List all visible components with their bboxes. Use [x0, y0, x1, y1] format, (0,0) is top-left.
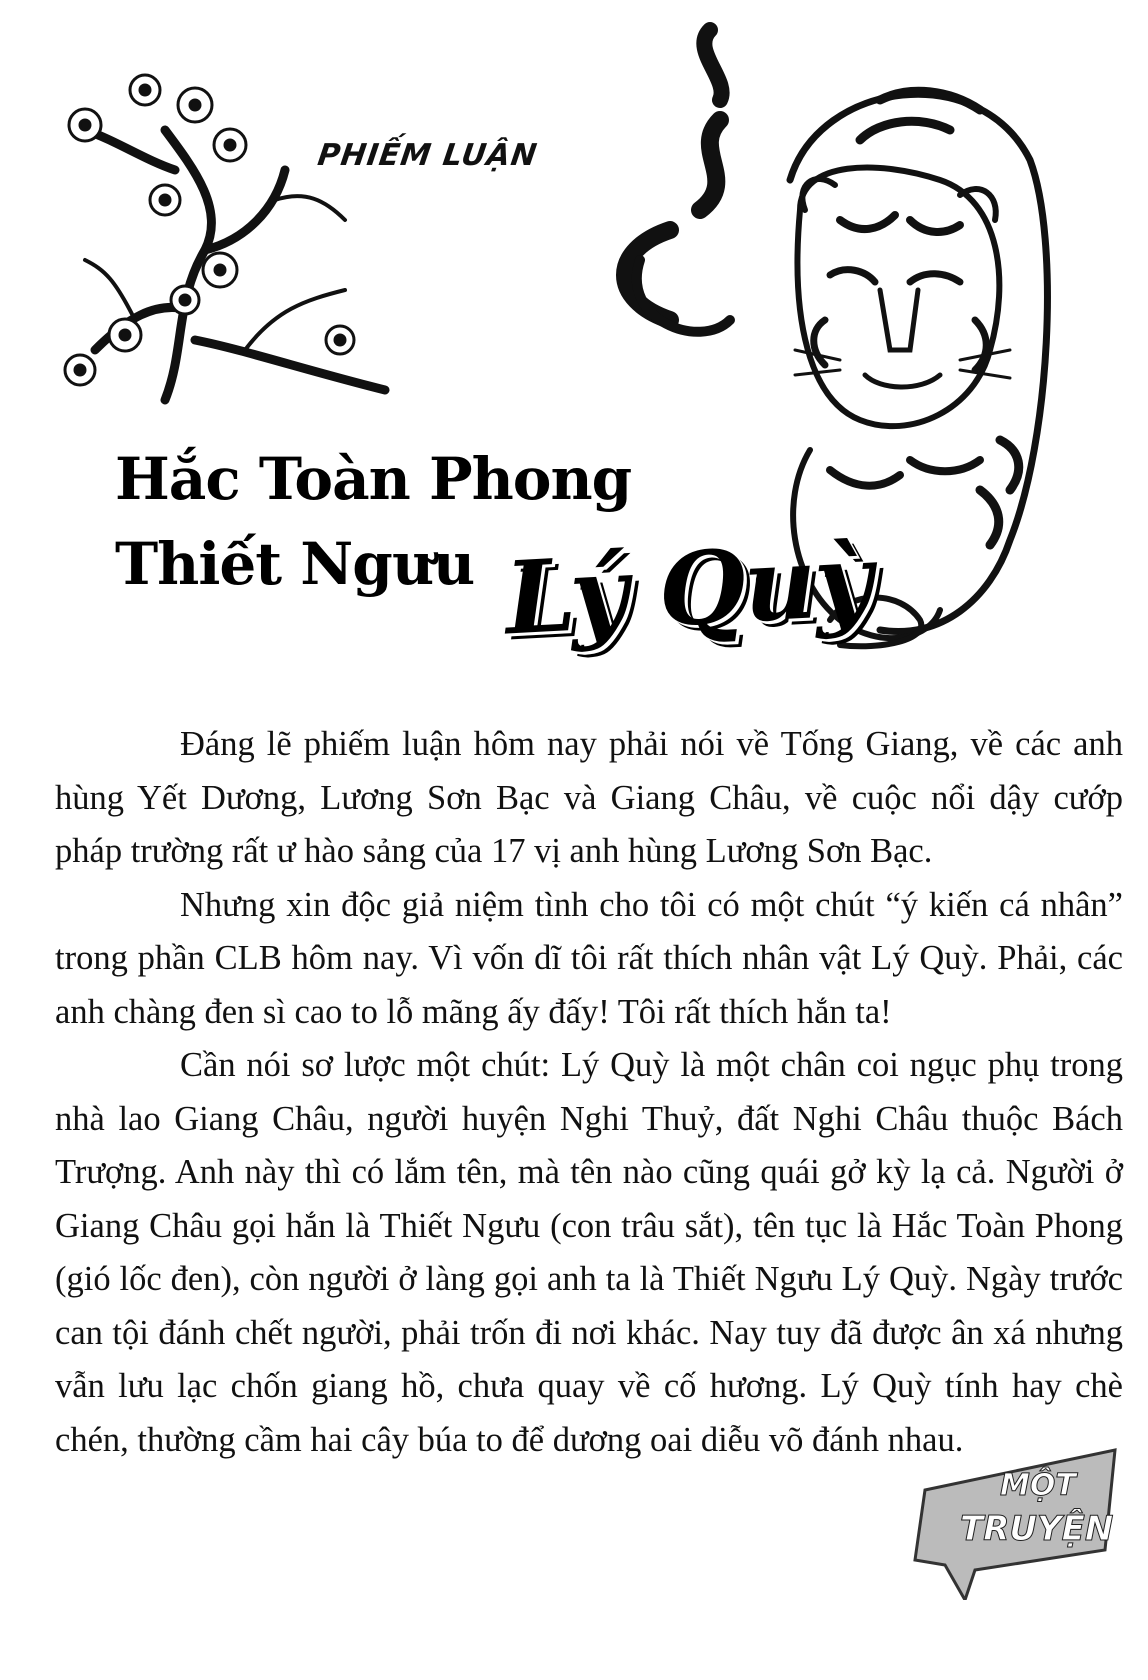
- watermark-line1: MỘT: [1000, 1468, 1076, 1503]
- section-kicker: PHIẾM LUẬN: [315, 138, 540, 173]
- watermark-line2: TRUYỆN: [960, 1509, 1114, 1549]
- article-body: [55, 718, 1123, 1467]
- title-line-2: Thiết Ngưu: [115, 530, 475, 598]
- watermark-badge: [905, 1430, 1125, 1600]
- paragraph: Cần nói sơ lược một chút: Lý Quỳ là một chân coi ngục phụ trong nhà lao Giang Châu, người huyện Nghi Thuỷ, đất Nghi Châu thuộc Bách Trượng. Anh này thì có lắm tên, mà tên nào cũng quái gở kỳ lạ cả. Người ở Giang Châu gọi hắn là Thiết Ngưu (con trâu sắt), tên tục là Hắc Toàn Phong (gió lốc đen), còn người ở làng gọi anh ta là Thiết Ngưu Lý Quỳ. Ngày trước can tội đánh chết người, phải trốn đi nơi khác. Nay tuy đã được ân xá nhưng vẫn lưu lạc chốn giang hồ, chưa quay về cố hương. Lý Quỳ tính hay chè chén, thường cầm hai cây búa to để dương oai diễu võ đánh nhau.: [55, 1046, 1123, 1459]
- title-script-name: Lý Quỳ: [502, 520, 874, 658]
- paragraph: Đáng lẽ phiếm luận hôm nay phải nói về Tống Giang, về các anh hùng Yết Dương, Lương Sơn Bạc và Giang Châu, về cuộc nổi dậy cướp pháp trường rất ư hào sảng của 17 vị anh hùng Lương Sơn Bạc.: [55, 725, 1123, 870]
- title-line-1: Hắc Toàn Phong: [115, 445, 632, 513]
- paragraph: Nhưng xin độc giả niệm tình cho tôi có một chút “ý kiến cá nhân” trong phần CLB hôm nay. Vì vốn dĩ tôi rất thích nhân vật Lý Quỳ. Phải, các anh chàng đen sì cao to lỗ mãng ấy đấy! Tôi rất thích hắn ta!: [55, 885, 1123, 1031]
- plum-blossom-illustration: [45, 50, 405, 410]
